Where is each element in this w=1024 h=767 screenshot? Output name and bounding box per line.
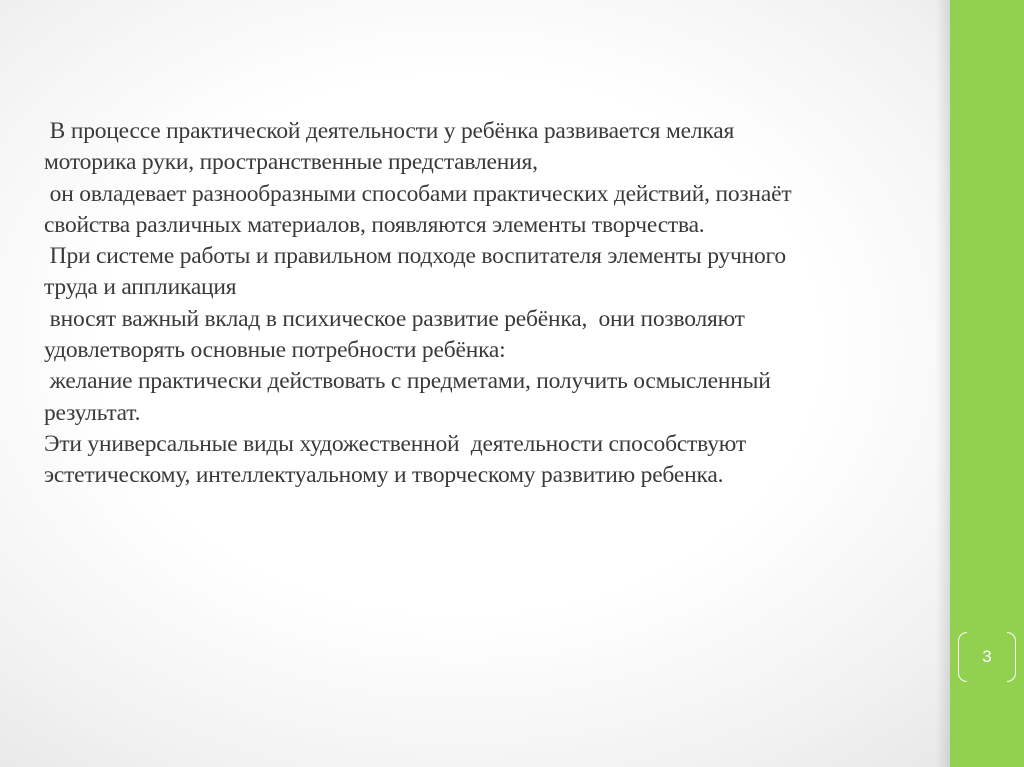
text-line: Эти универсальные виды художественной деятельности способствуют <box>44 430 746 457</box>
text-line: моторика руки, пространственные представления, <box>44 149 538 176</box>
page-number: 3 <box>982 647 992 666</box>
page-number-badge <box>958 632 1016 682</box>
text-line: вносят важный вклад в психическое развитие ребёнка, они позволяют <box>44 305 745 332</box>
text-line: удовлетворять основные потребности ребёнка: <box>44 337 506 364</box>
text-line: эстетическому, интеллектуальному и творческому развитию ребенка. <box>44 462 724 489</box>
text-line: При системе работы и правильном подходе воспитателя элементы ручного <box>44 243 786 270</box>
text-line: результат. <box>44 399 141 426</box>
text-line: желание практически действовать с предметами, получить осмысленный <box>44 368 771 395</box>
text-line: он овладевает разнообразными способами практических действий, познаёт <box>44 180 792 207</box>
text-line: свойства различных материалов, появляются элементы творчества. <box>44 211 705 238</box>
sidebar-shadow <box>936 0 950 767</box>
text-line: труда и аппликация <box>44 274 237 301</box>
slide-body-text <box>44 116 914 492</box>
text-line: В процессе практической деятельности у ребёнка развивается мелкая <box>44 118 735 144</box>
